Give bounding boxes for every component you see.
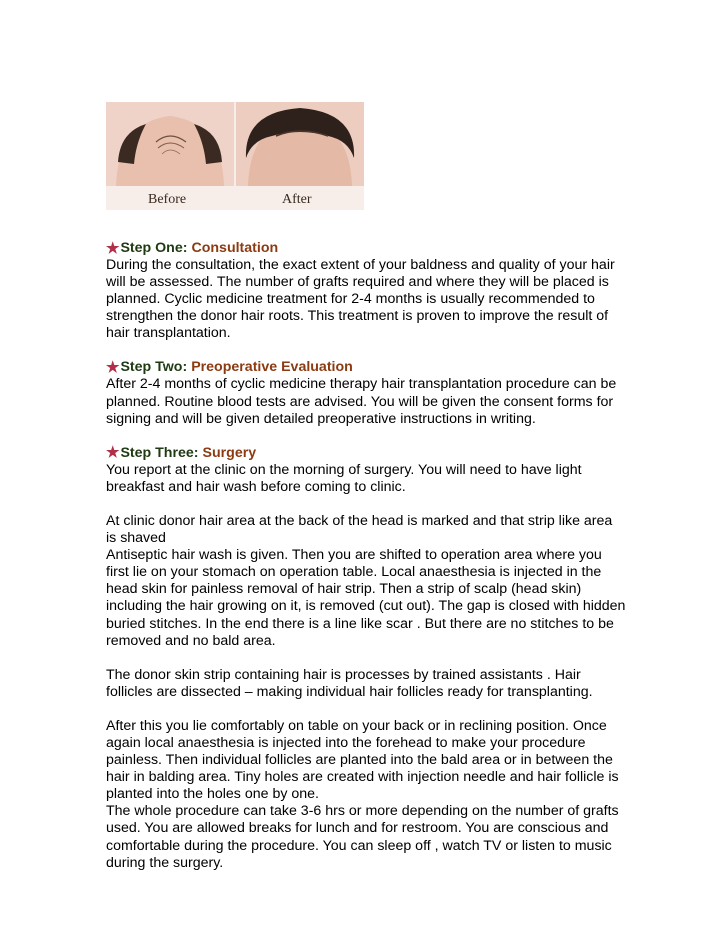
paragraph: After 2-4 months of cyclic medicine therapy hair transplantation procedure can be planned. Routine blood tests are advised. You will be given the consent forms for signing and will be given detailed preoperative instructions in writing.: [106, 376, 617, 427]
step-label: Step One:: [120, 240, 188, 256]
step-title: Preoperative Evaluation: [191, 359, 353, 376]
paragraph: You report at the clinic on the morning of surgery. You will need to have light breakfast and hair wash before coming to clinic.: [106, 461, 582, 495]
after-caption: After: [282, 192, 312, 207]
paragraph: After this you lie comfortably on table on your back or in reclining position. Once again local anaesthesia is injected into the forehead to make your procedure painless. Then individual follicles are planted into the bald area or in between the hair in balding area. Tiny holes are created with injection needle and hair follicle is planted into the holes one by one.: [106, 717, 619, 803]
step-one-heading: [106, 240, 626, 257]
full-hair-head-illustration: [236, 102, 364, 186]
after-photo-panel: [236, 102, 364, 186]
paragraph: During the consultation, the exact extent of your baldness and quality of your hair will be assessed. The number of grafts required and where they will be placed is planned. Cyclic medicine treatment for 2-4 months is usually recommended to strengthen the donor hair roots. This treatment is proven to improve the result of hair transplantation.: [106, 257, 615, 342]
paragraph: The whole procedure can take 3-6 hrs or more depending on the number of grafts used. You are allowed breaks for lunch and for restroom. You are conscious and comfortable during the procedure. You can sleep off , watch TV or listen to music during the surgery.: [106, 803, 619, 871]
step-title: Consultation: [191, 240, 279, 256]
before-caption: Before: [148, 192, 187, 207]
star-icon: ★: [106, 358, 120, 376]
paragraph: Antiseptic hair wash is given. Then you are shifted to operation area where you first lie on your stomach on operation table. Local anaesthesia is injected in the head skin for painless removal of hair strip. Then a strip of scalp (head skin) including the hair growing on it, is removed (cut out). The gap is closed with hidden buried stitches. In the end there is a line like scar . But there are no stitches to be removed and no bald area.: [106, 547, 626, 649]
step-label: Step Two:: [120, 359, 188, 376]
paragraph: The donor skin strip containing hair is processes by trained assistants . Hair follicles are dissected – making individual hair follicles ready for transplanting.: [106, 666, 593, 700]
star-icon: ★: [106, 444, 120, 462]
step-label: Step Three:: [120, 444, 199, 461]
balding-head-illustration: [106, 102, 234, 186]
document-body: [106, 240, 626, 872]
paragraph: At clinic donor hair area at the back of the head is marked and that strip like area is shaved: [106, 512, 613, 547]
step-two-heading: [106, 359, 626, 376]
star-icon: ★: [106, 239, 120, 257]
step-title: Surgery: [202, 444, 257, 461]
step-three-heading: [106, 445, 626, 462]
before-after-photo: [106, 102, 364, 210]
before-photo-panel: [106, 102, 234, 186]
